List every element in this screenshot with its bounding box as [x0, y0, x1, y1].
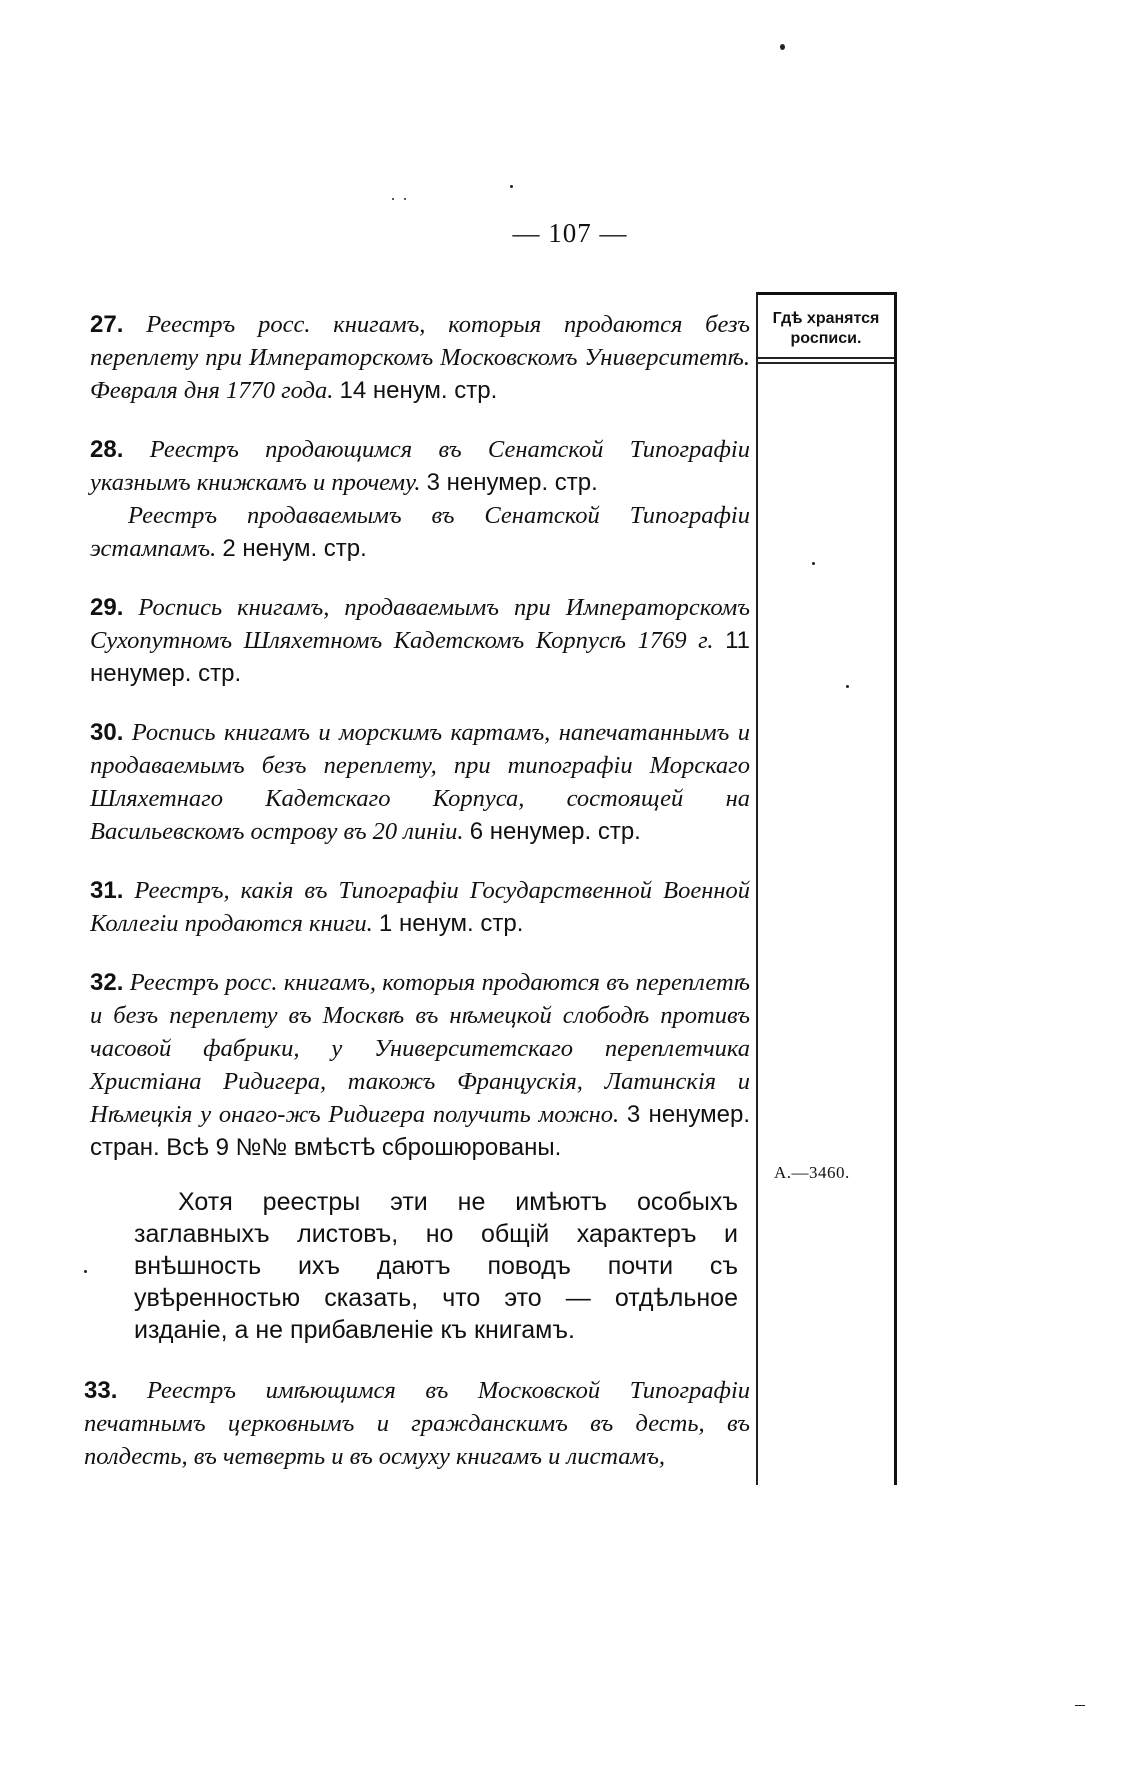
catalog-entries	[84, 283, 751, 1499]
entry-number: 29.	[90, 593, 124, 621]
shelf-mark: А.—3460.	[774, 1163, 850, 1182]
print-speck	[392, 198, 394, 200]
page-number: — 107 —	[512, 218, 628, 248]
print-speck	[84, 1270, 87, 1273]
entry-pages: 3 ненумер. стр.	[426, 468, 598, 496]
entry-number: 31.	[90, 876, 124, 904]
holdings-column-header: Гдѣ хранятся росписи.	[772, 310, 880, 347]
entry-title: Реестръ продающимся въ Сенатской Типографіи указнымъ книжкамъ и прочему.	[90, 435, 750, 496]
entry-sub-pages: 2 ненум. стр.	[222, 534, 367, 562]
header-divider	[758, 357, 894, 359]
print-speck	[1075, 1705, 1085, 1706]
entry-title: Роспись книгамъ, продаваемымъ при Императорскомъ Сухопутномъ Шляхетномъ Кадетскомъ Корпусѣ 1769 г.	[90, 593, 750, 654]
header-divider	[758, 362, 894, 364]
print-speck	[404, 198, 406, 200]
entry-number: 30.	[90, 718, 124, 746]
entry-title: Реестръ имѣющимся въ Московской Типографіи печатнымъ церковнымъ и гражданскимъ въ десть, въ полдесть, въ четверть и въ осмуху книгамъ и листамъ,	[84, 1376, 750, 1470]
print-speck	[780, 44, 785, 50]
catalog-entry-32	[90, 966, 750, 1164]
entry-title: Реестръ, какія въ Типографіи Государственной Военной Коллегіи продаются книги.	[90, 876, 750, 937]
entry-pages: 1 ненум. стр.	[378, 909, 524, 937]
entry-pages: 11 ненумер. стр.	[90, 626, 751, 687]
catalog-entry-30	[90, 716, 750, 848]
catalog-entry-28	[90, 433, 750, 565]
catalog-entry-29	[90, 591, 750, 690]
catalog-entry-33	[84, 1374, 750, 1473]
entry-number: 27.	[90, 310, 124, 338]
catalog-entry-31	[90, 874, 750, 940]
entry-sub-item	[90, 499, 750, 565]
entry-pages: 3 ненумер. стран. Всѣ 9 №№ вмѣстѣ сброшюрованы.	[90, 1100, 751, 1161]
entry-pages: 14 ненум. стр.	[339, 376, 498, 404]
entry-sub-title: Реестръ продаваемымъ въ Сенатской Типографіи эстампамъ.	[90, 501, 750, 562]
entry-pages: 6 ненумер. стр.	[469, 817, 641, 845]
entry-title: Реестръ росс. книгамъ, которыя продаются безъ переплету при Императорскомъ Московскомъ Университетѣ. Февраля дня 1770 года.	[90, 310, 750, 404]
holdings-column	[756, 292, 897, 1485]
entry-number: 28.	[90, 435, 124, 463]
entry-title: Реестръ росс. книгамъ, которыя продаются въ переплетѣ и безъ переплету въ Москвѣ въ нѣмецкой слободѣ противъ часовой фабрики, у Университетскаго переплетчика Христіана Ридигера, такожъ Францускія, Латинскія и Нѣмецкія у онаго-жъ Ридигера получить можно.	[90, 968, 750, 1128]
print-speck	[812, 562, 815, 565]
entry-number: 32.	[90, 968, 124, 996]
print-speck	[846, 685, 849, 688]
print-speck	[510, 185, 513, 188]
entry-number: 33.	[84, 1376, 118, 1404]
entry-title: Роспись книгамъ и морскимъ картамъ, напечатаннымъ и продаваемымъ безъ переплету, при типографіи Морскаго Шляхетнаго Кадетскаго Корпуса, состоящей на Васильевскомъ острову въ 20 линіи.	[90, 718, 750, 845]
catalog-entry-27	[90, 308, 750, 407]
editorial-note: Хотя реестры эти не имѣютъ особыхъ заглавныхъ листовъ, но общій характеръ и внѣшность ихъ даютъ поводъ почти съ увѣренностью сказать, что это — отдѣльное изданіе, а не прибавленіе къ книгамъ.	[134, 1187, 738, 1344]
